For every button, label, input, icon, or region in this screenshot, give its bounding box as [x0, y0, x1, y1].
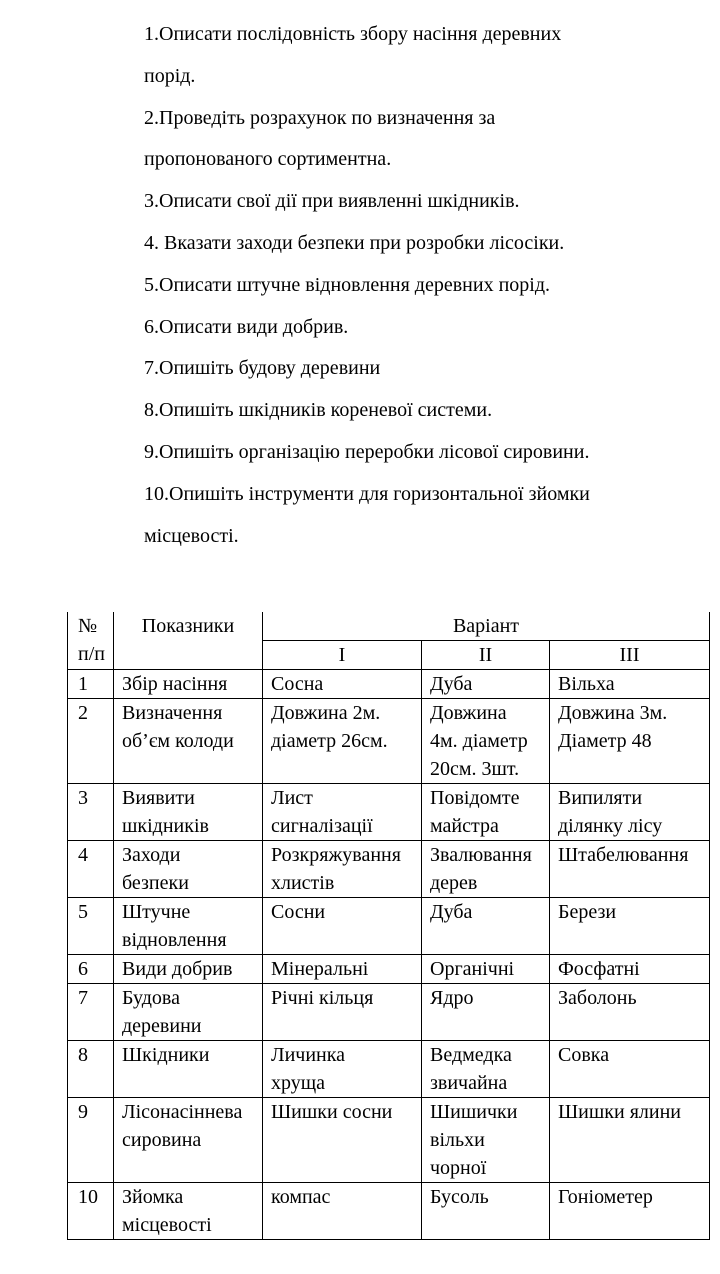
indicators-header: Показники: [114, 612, 263, 670]
variant-ii-cell: [422, 1041, 550, 1098]
task-line: 4. Вказати заходи безпеки при розробки лісосіки.: [144, 231, 565, 254]
cell-text-line: Заболонь: [558, 987, 637, 1009]
variant-iii-cell: [550, 784, 710, 841]
cell-text-line: Совка: [558, 1044, 610, 1066]
variant-i-cell: [263, 841, 422, 898]
cell-text-line: 4м. діаметр: [430, 730, 528, 752]
table-row: [68, 784, 710, 841]
cell-text-line: Фосфатні: [558, 958, 640, 980]
table-row: [68, 670, 710, 699]
row-number-cell: 7: [68, 984, 114, 1041]
cell-text-line: компас: [271, 1186, 331, 1208]
task-line: 1.Описати послідовність збору насіння деревних: [144, 23, 562, 45]
row-number-cell: 3: [68, 784, 114, 841]
cell-text-line: сировина: [122, 1129, 202, 1151]
cell-text-line: Виявити: [122, 787, 195, 809]
task-line: 5.Описати штучне відновлення деревних порід.: [144, 273, 551, 296]
row-number-cell: 6: [68, 955, 114, 984]
variant-i-cell: [263, 1098, 422, 1183]
cell-text-line: Звалювання: [430, 844, 532, 866]
variant-ii-cell: [422, 984, 550, 1041]
cell-text-line: безпеки: [122, 872, 189, 894]
cell-text-line: Річні кільця: [271, 987, 374, 1009]
variant-i-cell: [263, 1183, 422, 1240]
table-row: [68, 699, 710, 784]
variant-ii-cell: [422, 784, 550, 841]
variant-iii-cell: [550, 1183, 710, 1240]
task-line: 10.Опишіть інструменти для горизонтальної зйомки: [144, 482, 590, 505]
variant-ii-cell: [422, 1098, 550, 1183]
row-number-cell: 8: [68, 1041, 114, 1098]
table-row: [68, 984, 710, 1041]
cell-text-line: Ведмедка: [430, 1044, 512, 1066]
cell-text-line: Органічні: [430, 958, 515, 980]
task-line: пропонованого сортиментна.: [144, 148, 392, 171]
table-row: [68, 1183, 710, 1240]
cell-text-line: шкідників: [122, 815, 209, 837]
row-number-cell: 2: [68, 699, 114, 784]
variant-ii-cell: [422, 1183, 550, 1240]
variant-i-cell: [263, 699, 422, 784]
variants-table: [67, 612, 710, 1240]
cell-text-line: Визначення: [122, 702, 223, 724]
table-row: [68, 1041, 710, 1098]
variant-iii-cell: [550, 1041, 710, 1098]
table-header-row: [68, 612, 710, 641]
variant-iii-cell: [550, 1098, 710, 1183]
indicator-cell: [114, 1041, 263, 1098]
cell-text-line: Розкряжування: [271, 844, 401, 866]
indicator-cell: [114, 841, 263, 898]
cell-text-line: Шишички: [430, 1101, 518, 1123]
variant-i-cell: [263, 1041, 422, 1098]
cell-text-line: Зйомка: [122, 1186, 184, 1208]
cell-text-line: Дуба: [430, 901, 473, 923]
indicator-cell: [114, 784, 263, 841]
cell-text-line: Довжина 3м.: [558, 702, 668, 724]
cell-text-line: дерев: [430, 872, 478, 894]
variant-i-cell: [263, 984, 422, 1041]
num-header: [68, 612, 114, 670]
variant-iii-cell: [550, 955, 710, 984]
cell-text-line: Збір насіння: [122, 673, 228, 695]
indicator-cell: [114, 1098, 263, 1183]
cell-text-line: Довжина 2м.: [271, 702, 381, 724]
indicator-cell: [114, 1183, 263, 1240]
cell-text-line: ділянку лісу: [558, 815, 663, 837]
cell-text-line: відновлення: [122, 929, 227, 951]
variant-ii-cell: [422, 841, 550, 898]
table-row: [68, 1098, 710, 1183]
indicator-cell: [114, 670, 263, 699]
cell-text-line: хлистів: [271, 872, 335, 894]
indicator-cell: [114, 955, 263, 984]
task-line: 3.Описати свої дії при виявленні шкідників.: [144, 190, 520, 213]
cell-text-line: Мінеральні: [271, 958, 369, 980]
cell-text-line: деревини: [122, 1015, 202, 1037]
task-line: 6.Описати види добрив.: [144, 315, 349, 338]
cell-text-line: вільхи: [430, 1129, 485, 1151]
cell-text-line: Шкідники: [122, 1044, 210, 1066]
indicator-cell: [114, 699, 263, 784]
cell-text-line: об’єм колоди: [122, 730, 234, 752]
cell-text-line: Будова: [122, 987, 180, 1009]
variant-ii-cell: [422, 955, 550, 984]
variant-i-cell: [263, 955, 422, 984]
cell-text-line: місцевості: [122, 1214, 212, 1236]
row-number-cell: 4: [68, 841, 114, 898]
cell-text-line: Вільха: [558, 673, 615, 695]
cell-text-line: майстра: [430, 815, 499, 837]
cell-text-line: Штучне: [122, 901, 191, 923]
table-row: [68, 955, 710, 984]
cell-text-line: Штабелювання: [558, 844, 689, 866]
variant-i-cell: [263, 898, 422, 955]
indicator-cell: [114, 898, 263, 955]
cell-text-line: Сосна: [271, 673, 324, 695]
cell-text-line: хруща: [271, 1072, 326, 1094]
cell-text-line: Лісонасіннева: [122, 1101, 243, 1123]
cell-text-line: Дуба: [430, 673, 473, 695]
cell-text-line: чорної: [430, 1157, 487, 1179]
cell-text-line: Сосни: [271, 901, 326, 923]
task-line: 7.Опишіть будову деревини: [144, 357, 381, 380]
task-line: порід.: [144, 64, 196, 87]
indicator-cell: [114, 984, 263, 1041]
table-row: [68, 898, 710, 955]
cell-text-line: діаметр 26см.: [271, 730, 388, 752]
cell-text-line: Види добрив: [122, 958, 233, 980]
variant-i-cell: [263, 784, 422, 841]
cell-text-line: сигналізації: [271, 815, 373, 837]
row-number-cell: 1: [68, 670, 114, 699]
cell-text-line: Лист: [271, 787, 313, 809]
cell-text-line: Личинка: [271, 1044, 346, 1066]
variant-ii-cell: [422, 898, 550, 955]
num-header-line2: п/п: [78, 643, 105, 665]
variant-iii-cell: [550, 841, 710, 898]
variant-iii-cell: [550, 670, 710, 699]
task-line: 2.Проведіть розрахунок по визначення за: [144, 106, 496, 129]
variant-ii-cell: [422, 670, 550, 699]
variant-ii-cell: [422, 699, 550, 784]
variant-header: Варіант: [263, 612, 710, 641]
variant-iii-header: III: [550, 641, 710, 670]
row-number-cell: 5: [68, 898, 114, 955]
variant-iii-cell: [550, 699, 710, 784]
num-header-line1: №: [78, 615, 98, 637]
variant-iii-cell: [550, 984, 710, 1041]
cell-text-line: 20см. 3шт.: [430, 758, 520, 780]
cell-text-line: Шишки ялини: [558, 1101, 681, 1123]
variant-iii-cell: [550, 898, 710, 955]
task-line: 9.Опишіть організацію переробки лісової сировини.: [144, 440, 590, 463]
cell-text-line: Гоніометер: [558, 1186, 653, 1208]
task-line: 8.Опишіть шкідників кореневої системи.: [144, 399, 493, 422]
cell-text-line: Бусоль: [430, 1186, 489, 1208]
cell-text-line: Заходи: [122, 844, 181, 866]
cell-text-line: Довжина: [430, 702, 507, 724]
row-number-cell: 9: [68, 1098, 114, 1183]
variant-ii-header: II: [422, 641, 550, 670]
cell-text-line: Випиляти: [558, 787, 643, 809]
row-number-cell: 10: [68, 1183, 114, 1240]
cell-text-line: Діаметр 48: [558, 730, 652, 752]
variant-i-cell: [263, 670, 422, 699]
cell-text-line: Шишки сосни: [271, 1101, 393, 1123]
cell-text-line: Повідомте: [430, 787, 520, 809]
task-line: місцевості.: [144, 524, 239, 547]
cell-text-line: звичайна: [430, 1072, 508, 1094]
cell-text-line: Ядро: [430, 987, 474, 1009]
cell-text-line: Берези: [558, 901, 617, 923]
variant-i-header: I: [263, 641, 422, 670]
task-list: [144, 24, 704, 567]
table-row: [68, 841, 710, 898]
